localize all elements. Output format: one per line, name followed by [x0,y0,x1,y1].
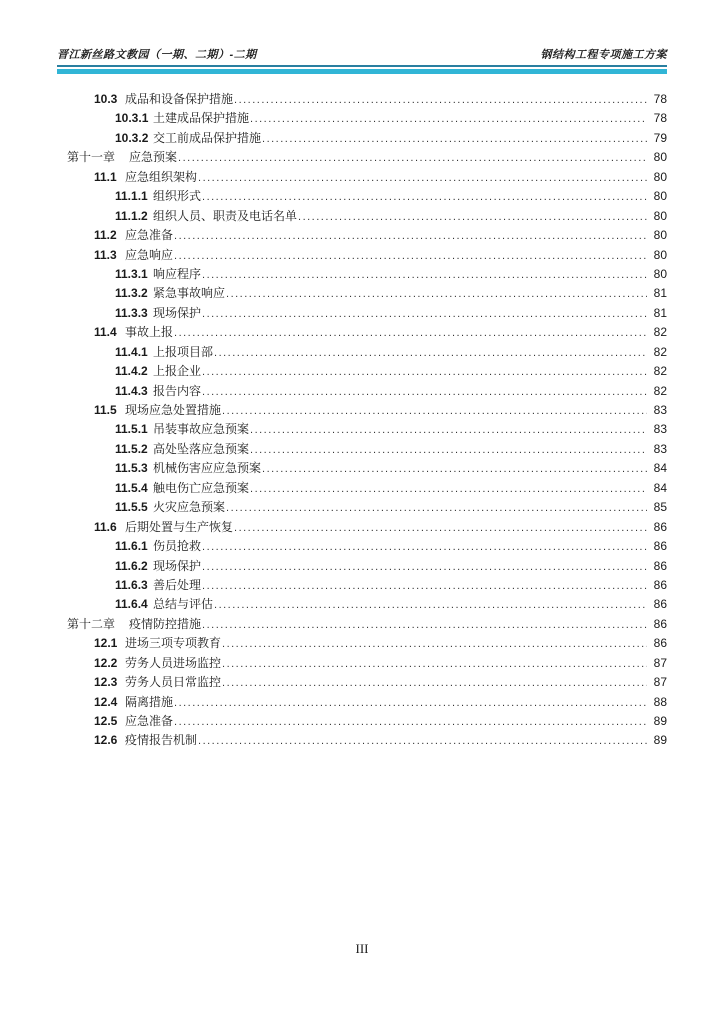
toc-dot-leader [202,269,647,281]
toc-entry[interactable] [57,148,667,167]
toc-entry[interactable] [57,129,667,148]
toc-entry-title: 隔离措施 [125,694,174,709]
toc-entry-number: 11.1.2 [115,208,148,223]
toc-entry[interactable] [57,576,667,595]
toc-entry-number: 12.4 [94,694,118,709]
toc-dot-leader [202,580,647,592]
header-rule-thin [57,65,667,67]
toc-entry-page-number: 89 [653,714,667,728]
toc-entry-number: 10.3.2 [115,130,149,145]
toc-entry-title: 应急响应 [125,247,174,262]
toc-dot-leader [198,735,647,747]
toc-entry[interactable] [57,109,667,128]
toc-entry-title: 吊装事故应急预案 [153,422,250,437]
toc-entry-number: 11.3.1 [115,266,148,281]
toc-entry-number: 11.2 [94,228,117,243]
toc-entry-page-number: 86 [653,636,667,651]
toc-entry[interactable] [57,187,667,206]
toc-entry-title: 响应程序 [153,266,202,281]
toc-entry-page-number: 80 [653,247,667,262]
toc-entry-number: 11.6.1 [115,539,148,554]
toc-entry-page-number: 81 [653,286,667,301]
toc-entry-page-number: 78 [653,92,667,106]
toc-entry[interactable] [57,557,667,576]
toc-entry-number: 11.1.1 [115,189,148,204]
toc-entry-page-number: 86 [653,539,667,554]
toc-entry-page-number: 83 [653,403,667,417]
toc-entry-page-number: 86 [653,616,667,631]
toc-entry-number: 11.5 [94,403,117,417]
toc-entry-page-number: 86 [653,519,667,534]
toc-entry-number: 11.6.4 [115,597,148,612]
footer-page-number: III [355,941,369,956]
toc-entry-number: 11.6 [94,519,117,534]
toc-dot-leader [250,483,647,495]
toc-entry-page-number: 80 [653,150,667,165]
toc-entry-title: 疫情报告机制 [125,733,198,748]
toc-entry-page-number: 85 [653,500,667,515]
toc-dot-leader [234,94,647,106]
toc-entry-title: 劳务人员进场监控 [125,655,222,670]
toc-entry-title: 组织形式 [153,189,202,204]
toc-entry-page-number: 82 [653,364,667,379]
toc-entry[interactable] [57,207,667,226]
toc-entry-title: 机械伤害应应急预案 [153,461,262,476]
toc-dot-leader [202,191,647,203]
toc-entry[interactable] [57,343,667,362]
toc-entry-title: 报告内容 [153,383,202,398]
toc-dot-leader [202,541,647,553]
toc-entry-number: 12.2 [94,655,118,670]
toc-entry[interactable] [57,498,667,517]
toc-entry-number: 11.5.2 [115,441,148,456]
toc-entry-title: 火灾应急预案 [153,500,226,515]
toc-entry-page-number: 87 [653,655,667,670]
toc-entry-title: 后期处置与生产恢复 [125,519,234,534]
toc-entry-title: 善后处理 [153,577,202,592]
toc-entry[interactable] [57,693,667,712]
toc-entry-page-number: 80 [653,169,667,184]
toc-dot-leader [226,502,647,514]
toc-entry[interactable] [57,382,667,401]
toc-entry-page-number: 87 [653,675,667,690]
toc-dot-leader [174,230,647,242]
toc-entry-title: 土建成品保护措施 [153,111,250,126]
toc-entry-title: 伤员抢救 [153,539,202,554]
toc-entry[interactable] [57,615,667,634]
toc-entry-title: 劳务人员日常监控 [125,675,222,690]
toc-dot-leader [202,366,647,378]
toc-entry-title: 疫情防控措施 [129,616,202,631]
toc-entry[interactable] [57,712,667,731]
toc-entry-title: 应急准备 [125,714,174,728]
toc-dot-leader [174,716,647,728]
toc-entry[interactable] [57,246,667,265]
toc-dot-leader [250,424,647,436]
toc-entry-number: 12.1 [94,636,118,651]
toc-entry-page-number: 86 [653,577,667,592]
toc-entry-title: 上报项目部 [153,344,214,359]
toc-entry-title: 应急组织架构 [125,169,198,184]
toc-entry-title: 触电伤亡应急预案 [153,480,250,495]
toc-entry-page-number: 78 [653,111,667,126]
toc-dot-leader [202,386,647,398]
toc-entry[interactable] [57,401,667,420]
toc-entry-title: 现场保护 [153,558,202,573]
toc-entry[interactable] [57,265,667,284]
toc-entry-number: 第十一章 [67,150,116,165]
toc-entry[interactable] [57,284,667,303]
toc-dot-leader [214,599,647,611]
toc-entry-page-number: 82 [653,344,667,359]
toc-dot-leader [298,211,647,223]
header-left-title: 晋江新丝路文教园（一期、二期）-二期 [57,49,257,61]
header-right-title: 钢结构工程专项施工方案 [540,49,667,61]
toc-entry[interactable] [57,634,667,653]
toc-entry[interactable] [57,479,667,498]
toc-entry-page-number: 80 [653,228,667,243]
toc-entry[interactable] [57,420,667,439]
toc-entry-page-number: 81 [653,305,667,320]
toc-dot-leader [198,172,647,184]
toc-entry-title: 现场保护 [153,305,202,320]
toc-entry-title: 应急准备 [125,228,174,243]
toc-entry-page-number: 83 [653,422,667,437]
toc-dot-leader [202,308,647,320]
toc-entry-title: 交工前成品保护措施 [153,130,262,145]
toc-entry-number: 11.4 [94,325,117,340]
toc-entry-title: 组织人员、职责及电话名单 [153,208,298,223]
toc-entry-number: 12.5 [94,714,118,728]
toc-entry-number: 11.5.4 [115,480,148,495]
toc-entry-number: 11.4.2 [115,364,148,379]
toc-dot-leader [222,677,647,689]
toc-entry-number: 11.5.1 [115,422,148,437]
toc-entry-page-number: 88 [653,694,667,709]
toc-entry[interactable] [57,518,667,537]
toc-entry-title: 事故上报 [125,325,174,340]
toc-entry[interactable] [57,731,667,750]
toc-dot-leader [214,347,647,359]
toc-entry-title: 应急预案 [129,150,178,165]
toc-entry-page-number: 82 [653,325,667,340]
toc-entry-number: 12.3 [94,675,118,690]
toc-dot-leader [262,133,647,145]
toc-entry[interactable] [57,362,667,381]
toc-dot-leader [250,113,647,125]
toc-entry-title: 总结与评估 [153,597,214,612]
toc-entry-number: 第十二章 [67,616,116,631]
toc-dot-leader [226,288,647,300]
toc-entry-number: 11.1 [94,169,117,184]
toc-dot-leader [262,463,647,475]
toc-entry[interactable] [57,595,667,614]
toc-entry-number: 10.3.1 [115,111,149,126]
table-of-contents [0,90,724,751]
toc-entry[interactable] [57,459,667,478]
toc-dot-leader [202,619,647,631]
toc-entry-number: 11.5.3 [115,461,148,476]
toc-dot-leader [250,444,647,456]
page-header [0,0,724,74]
toc-entry-number: 11.5.5 [115,500,148,515]
toc-entry-title: 紧急事故响应 [153,286,226,301]
toc-entry-number: 11.6.2 [115,558,148,573]
toc-entry-number: 10.3 [94,92,118,106]
toc-entry-number: 11.4.1 [115,344,148,359]
toc-dot-leader [222,638,647,650]
toc-entry-page-number: 84 [653,461,667,476]
toc-entry-title: 进场三项专项教育 [125,636,222,651]
toc-dot-leader [174,250,647,262]
toc-dot-leader [202,561,647,573]
toc-entry-page-number: 80 [653,189,667,204]
toc-entry-number: 11.3.2 [115,286,148,301]
toc-entry-number: 12.6 [94,733,118,748]
toc-entry[interactable] [57,304,667,323]
toc-entry[interactable] [57,654,667,673]
toc-entry-page-number: 82 [653,383,667,398]
toc-entry-page-number: 86 [653,597,667,612]
toc-entry[interactable] [57,537,667,556]
toc-dot-leader [178,152,647,164]
toc-entry-title: 上报企业 [153,364,202,379]
toc-entry-page-number: 83 [653,441,667,456]
toc-dot-leader [174,697,647,709]
page-footer [0,941,724,957]
header-rule-thick [57,69,667,74]
toc-entry[interactable] [57,673,667,692]
toc-entry-page-number: 80 [653,266,667,281]
toc-entry-number: 11.4.3 [115,383,148,398]
toc-entry[interactable] [57,323,667,342]
toc-entry-title: 现场应急处置措施 [125,403,222,417]
toc-entry[interactable] [57,440,667,459]
toc-entry-title: 高处坠落应急预案 [153,441,250,456]
toc-entry-page-number: 79 [653,130,667,145]
toc-entry-title: 成品和设备保护措施 [125,92,234,106]
toc-entry-number: 11.3 [94,247,117,262]
toc-entry-number: 11.6.3 [115,577,148,592]
toc-entry-page-number: 86 [653,558,667,573]
toc-entry[interactable] [57,226,667,245]
toc-entry-page-number: 89 [653,733,667,748]
toc-entry[interactable] [57,90,667,109]
toc-entry[interactable] [57,168,667,187]
toc-dot-leader [222,658,647,670]
toc-dot-leader [222,405,647,417]
toc-dot-leader [234,522,647,534]
toc-dot-leader [174,327,647,339]
toc-entry-page-number: 84 [653,480,667,495]
toc-entry-number: 11.3.3 [115,305,148,320]
toc-entry-page-number: 80 [653,208,667,223]
